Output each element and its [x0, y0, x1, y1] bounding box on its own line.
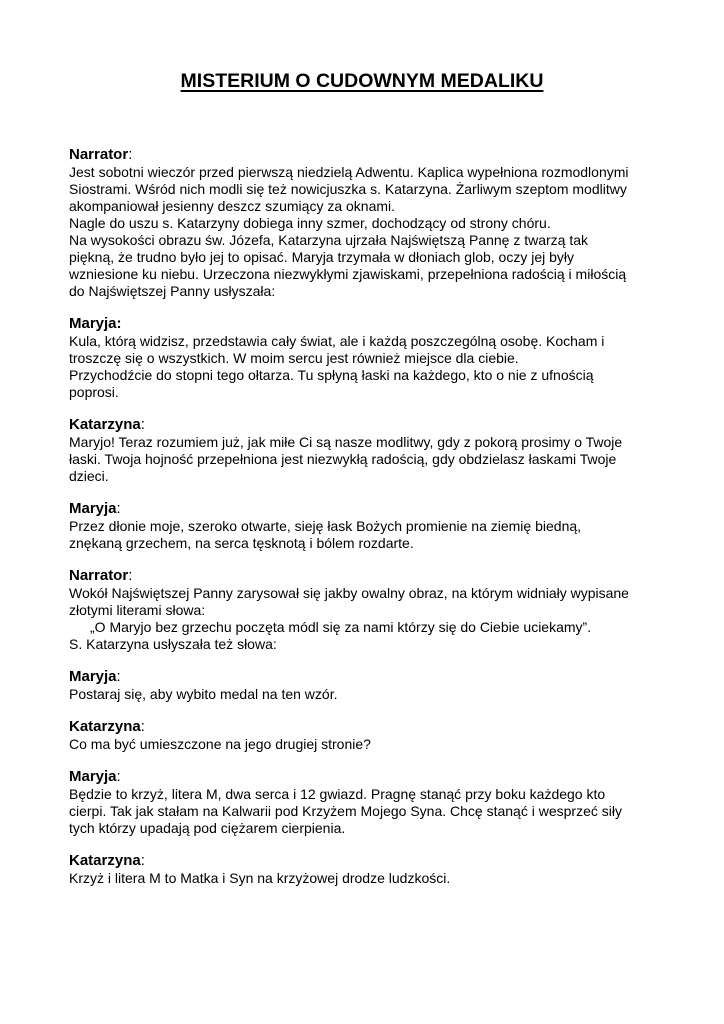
document-body	[69, 145, 655, 887]
text-line: wzniesione ku niebu. Urzeczona niezwykłymi zjawiskami, przepełniona radością i miłością	[69, 266, 627, 282]
text-line: Postaraj się, aby wybito medal na ten wzór.	[69, 686, 338, 702]
dialogue-text	[69, 333, 655, 401]
dialogue-section-maryja	[69, 667, 655, 703]
text-line: łaski. Twoja hojność przepełniona jest niezwykłą radością, gdy obdzielasz łaskami Twoje	[69, 451, 617, 467]
text-line: Siostrami. Wśród nich modli się też nowicjuszka s. Katarzyna. Żarliwym szeptom modlitwy	[69, 181, 627, 197]
dialogue-text	[69, 786, 655, 837]
dialogue-section-narrator	[69, 566, 655, 653]
text-line: Nagle do uszu s. Katarzyny dobiega inny szmer, dochodzący od strony chóru.	[69, 215, 551, 231]
text-line: tych którzy upadają pod ciężarem cierpienia.	[69, 820, 346, 836]
document-title: MISTERIUM O CUDOWNYM MEDALIKU	[180, 70, 544, 92]
text-line: znękaną grzechem, na serca tęsknotą i bólem rozdarte.	[69, 535, 414, 551]
dialogue-text	[69, 434, 655, 485]
dialogue-text	[69, 585, 655, 653]
text-line: Będzie to krzyż, litera M, dwa serca i 12 gwiazd. Pragnę stanąć przy boku każdego kto	[69, 786, 606, 802]
speaker-label: Katarzyna:	[69, 852, 145, 869]
text-line: Przychodźcie do stopni tego ołtarza. Tu spłyną łaski na każdego, kto o nie z ufnością	[69, 367, 594, 383]
text-line: S. Katarzyna usłyszała też słowa:	[69, 636, 277, 652]
dialogue-section-katarzyna	[69, 717, 655, 753]
dialogue-section-maryja	[69, 314, 655, 401]
quoted-prayer: „O Maryjo bez grzechu poczęta módl się za nami którzy się do Ciebie uciekamy”.	[90, 619, 592, 635]
dialogue-text	[69, 736, 655, 753]
dialogue-text	[69, 686, 655, 703]
dialogue-text	[69, 518, 655, 552]
dialogue-text	[69, 164, 655, 300]
text-line: troszczę się o wszystkich. W moim sercu jest również miejsce dla ciebie.	[69, 350, 519, 366]
text-line: Wokół Najświętszej Panny zarysował się jakby owalny obraz, na którym widniały wypisane	[69, 585, 629, 601]
text-line: poprosi.	[69, 384, 119, 400]
dialogue-section-maryja	[69, 767, 655, 837]
dialogue-text	[69, 870, 655, 887]
speaker-label: Narrator:	[69, 146, 133, 163]
text-line: dzieci.	[69, 468, 109, 484]
dialogue-section-katarzyna	[69, 851, 655, 887]
text-line: Maryjo! Teraz rozumiem już, jak miłe Ci są nasze modlitwy, gdy z pokorą prosimy o Twoje	[69, 434, 623, 450]
text-line: Krzyż i litera M to Matka i Syn na krzyżowej drodze ludzkości.	[69, 870, 451, 886]
text-line: Kula, którą widzisz, przedstawia cały świat, ale i każdą poszczególną osobę. Kocham i	[69, 333, 605, 349]
text-line: Na wysokości obrazu św. Józefa, Katarzyna ujrzała Najświętszą Pannę z twarzą tak	[69, 232, 589, 248]
text-line: Przez dłonie moje, szeroko otwarte, sieję łask Bożych promienie na ziemię biedną,	[69, 518, 582, 534]
text-line: do Najświętszej Panny usłyszała:	[69, 283, 276, 299]
speaker-label: Katarzyna:	[69, 718, 145, 735]
speaker-label: Maryja:	[69, 315, 122, 332]
text-line: Co ma być umieszczone na jego drugiej stronie?	[69, 736, 371, 752]
speaker-label: Katarzyna:	[69, 416, 145, 433]
text-line: Jest sobotni wieczór przed pierwszą niedzielą Adwentu. Kaplica wypełniona rozmodlonymi	[69, 164, 629, 180]
dialogue-section-katarzyna	[69, 415, 655, 485]
text-line: cierpi. Tak jak stałam na Kalwarii pod Krzyżem Mojego Syna. Chcę stanąć i wesprzeć siły	[69, 803, 622, 819]
speaker-label: Maryja:	[69, 500, 121, 517]
text-line: piękną, że trudno było jej to opisać. Maryja trzymała w dłoniach glob, oczy jej były	[69, 249, 575, 265]
speaker-label: Maryja:	[69, 668, 121, 685]
text-line: złotymi literami słowa:	[69, 602, 206, 618]
speaker-label: Narrator:	[69, 567, 133, 584]
dialogue-section-narrator	[69, 145, 655, 300]
speaker-label: Maryja:	[69, 768, 121, 785]
text-line: akompaniował jesienny deszcz szumiący za oknami.	[69, 198, 396, 214]
dialogue-section-maryja	[69, 499, 655, 552]
